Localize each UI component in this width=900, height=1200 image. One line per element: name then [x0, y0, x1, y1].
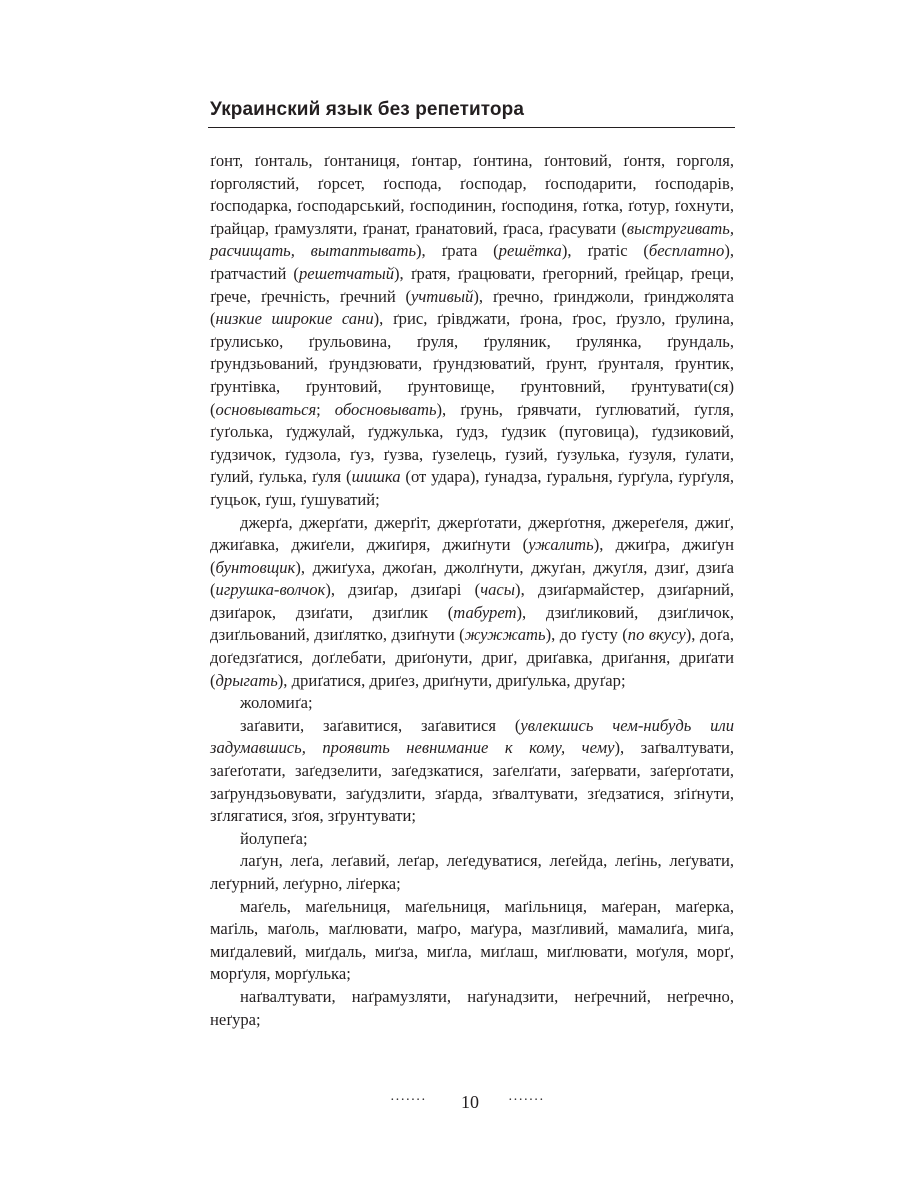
footer-dots-left: ·······	[390, 1093, 427, 1108]
word-list-text: ), ґрунь, ґрявчати, ґуглюватий, ґугля, ґуґолька, ґуджулай, ґуджулька, ґудз, ґудзик (пуговица), ґудзиковий, ґудзичок, ґудзола, ґуз, ґузва, ґузелець, ґузий, ґузулька, ґузуля, ґулати, ґулий, ґулька, ґуля (	[210, 399, 734, 487]
word-list-text: (от удара), ґунадза, ґуральня, ґурґула, ґурґуля, ґуцьок, ґуш, ґушуватий;	[210, 467, 734, 509]
italic-translation: жужжать	[464, 625, 546, 645]
page-number: 10	[461, 1092, 479, 1112]
italic-translation: решётка	[498, 241, 562, 261]
word-list-text: ), ґречно, ґринджоли, ґринджолята (	[210, 286, 734, 329]
word-list-text: ), ґратя, ґрацювати, ґрегорний, ґрейцар, ґреци, ґрече, ґречність, ґречний (	[210, 263, 734, 306]
paragraph-g	[210, 150, 734, 512]
page-footer	[0, 1092, 900, 1116]
word-list-text: ), джиґра, джиґун (	[210, 535, 734, 577]
italic-translation: основываться	[215, 399, 317, 419]
italic-translation: обосновывать	[334, 399, 437, 419]
word-list-text: ), заґвалтувати, заґеґотати, заґедзелити, заґедзкатися, заґелґати, заґервати, заґерґотати, заґрундзьовувати, заґудзлити, зґарда, зґвалтувати, зґедзатися, зґіґнути, зґлягатися, зґоя, зґрунтувати;	[210, 738, 734, 826]
word-list-text: жоломиґа;	[240, 693, 313, 713]
paragraph-zh	[210, 692, 734, 715]
italic-translation: часы	[480, 580, 516, 600]
word-list-text: наґвалтувати, наґрамузляти, наґунадзити, неґречний, неґречно, неґура;	[210, 986, 734, 1029]
word-list-text: ), до ґусту (	[545, 625, 628, 645]
paragraph-y	[210, 828, 734, 851]
italic-translation: табурет	[453, 602, 517, 622]
italic-translation: бунтовщик	[215, 557, 296, 577]
italic-translation: ужалить	[528, 535, 594, 555]
italic-translation: шишка	[351, 467, 401, 487]
word-list-text: маґель, маґельниця, маґельниця, маґільниця, маґеран, маґерка, маґіль, маґоль, маґлювати, маґро, маґура, мазґливий, мамалиґа, миґа, миґдалевий, миґдаль, миґза, миґла, миґлаш, миґлювати, моґуля, морґ, морґуля, морґулька;	[210, 896, 734, 984]
italic-translation: решетчатый	[298, 263, 395, 283]
footer-dots-right: ·······	[508, 1093, 545, 1108]
word-list-text: джерґа, джерґати, джерґіт, джерґотати, джерґотня, джереґеля, джиґ, джиґавка, джиґели, джиґиря, джиґнути (	[210, 512, 734, 555]
word-list-text: ), дзиґар, дзиґарі (	[325, 580, 481, 600]
word-list-text: лаґун, леґа, леґавий, леґар, леґедуватися, леґейда, леґінь, леґувати, леґурний, леґурно, ліґерка;	[210, 851, 734, 893]
word-list-text: ), ґрис, ґрівджати, ґрона, ґрос, ґрузло, ґрулина, ґрулисько, ґрульовина, ґруля, ґруляник, ґрулянка, ґрундаль, ґрундзьований, ґрундзювати, ґрундзюватий, ґрунт, ґрунталя, ґрунтик, ґрунтівка, ґрунтовий, ґрунтовище, ґрунтовний, ґрунтувати(ся) (	[210, 309, 734, 419]
paragraph-z	[210, 715, 734, 828]
paragraph-dzh	[210, 512, 734, 693]
word-list-text: ), джиґуха, джоґан, джолґнути, джуґан, джуґля, дзиґ, дзиґа (	[210, 557, 734, 600]
italic-translation: по вкусу	[627, 625, 686, 645]
word-list-text: заґавити, заґавитися, заґавитися (	[240, 715, 521, 735]
running-header-title: Украинский язык без репетитора	[210, 99, 525, 120]
header-divider	[208, 127, 735, 128]
paragraph-n	[210, 986, 734, 1031]
italic-translation: дрыгать	[215, 670, 278, 690]
word-list-text: ), дзиґликовий, дзиґличок, дзиґльований, дзиґлятко, дзиґнути (	[210, 602, 734, 645]
italic-translation: выстругивать, расчищать, вытаптывать	[210, 218, 734, 261]
paragraph-l	[210, 850, 734, 895]
word-list-text: ), доґа, доґедзґатися, доґлебати, дриґонути, дриґ, дриґавка, дриґання, дриґати (	[210, 625, 735, 690]
italic-translation: бесплатно	[648, 241, 725, 261]
word-list-text: ), ґратчастий (	[210, 241, 734, 283]
word-list-text: ), ґрата (	[416, 241, 499, 261]
word-list-text: ), дзиґармайстер, дзиґарний, дзиґарок, дзиґати, дзиґлик (	[210, 580, 734, 622]
page-body	[210, 150, 734, 1031]
italic-translation: низкие широкие сани	[215, 309, 374, 329]
paragraph-m	[210, 896, 734, 986]
word-list-text: ґонт, ґонталь, ґонтаниця, ґонтар, ґонтина, ґонтовий, ґонтя, горголя, ґорголястий, ґорсет, ґоспода, ґосподар, ґосподарити, ґосподарів, ґосподарка, ґосподарський, ґосподинин, ґосподиня, ґотка, ґотур, ґохнути, ґрайцар, ґрамузляти, ґранат, ґранатовий, ґраса, ґрасувати (	[210, 151, 734, 238]
word-list-text: йолупеґа;	[240, 828, 308, 848]
word-list-text: ), ґратіс (	[561, 241, 649, 261]
italic-translation: учтивый	[411, 286, 474, 306]
word-list-text: ;	[316, 399, 335, 419]
italic-translation: игрушка-волчок	[215, 580, 326, 600]
word-list-text: ), дриґатися, дриґез, дриґнути, дриґулька, друґар;	[277, 670, 626, 690]
italic-translation: увлекшись чем-нибудь или задумавшись, проявить невнимание к кому, чему	[210, 715, 734, 758]
